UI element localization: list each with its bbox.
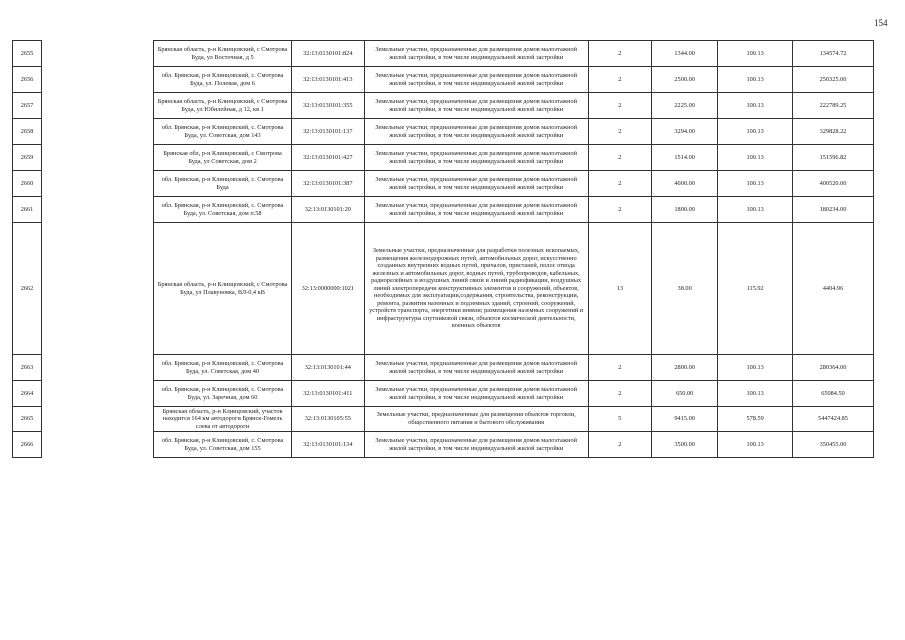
cadastral-value-cell: 134574.72 [793, 41, 874, 67]
row-number: 2663 [13, 355, 42, 381]
cadastral-number-cell: 32:13:0130101:20 [292, 197, 365, 223]
permitted-use-cell: Земельные участки, предназначенные для размещения домов малоэтажной жилой застройки, в том числе индивидуальной жилой застройки [364, 197, 588, 223]
row-number: 2657 [13, 93, 42, 119]
empty-column [42, 171, 154, 197]
category-cell: 2 [588, 145, 651, 171]
address-cell: Брянская обл, р-н Клинцовский, с Смотрова Буда, ул Советская, дом 2 [154, 145, 292, 171]
empty-column [42, 145, 154, 171]
row-number: 2658 [13, 119, 42, 145]
table-row [13, 407, 874, 432]
cadastral-number-cell: 32:13:0130101:411 [292, 381, 365, 407]
row-number: 2660 [13, 171, 42, 197]
permitted-use-cell: Земельные участки, предназначенные для размещения домов малоэтажной жилой застройки, в том числе индивидуальной жилой застройки [364, 171, 588, 197]
rate-cell: 578.59 [718, 407, 793, 432]
category-cell: 2 [588, 93, 651, 119]
area-cell: 2500.00 [651, 67, 717, 93]
address-cell: обл. Брянская, р-н Клинцовский, с. Смотрова Буда, ул. Советская, дом 143 [154, 119, 292, 145]
address-cell: обл. Брянская, р-н Клинцовский, с. Смотрова Буда [154, 171, 292, 197]
permitted-use-cell: Земельные участки, предназначенные для размещения домов малоэтажной жилой застройки, в том числе индивидуальной жилой застройки [364, 145, 588, 171]
permitted-use-cell: Земельные участки, предназначенные для размещения домов малоэтажной жилой застройки, в том числе индивидуальной жилой застройки [364, 41, 588, 67]
category-cell: 2 [588, 355, 651, 381]
row-number: 2661 [13, 197, 42, 223]
empty-column [42, 93, 154, 119]
area-cell: 3500.00 [651, 432, 717, 458]
table-row [13, 197, 874, 223]
rate-cell: 100.13 [718, 381, 793, 407]
address-cell: обл. Брянская, р-н Клинцовский, с. Смотрова Буда, ул. Советская, дом 40 [154, 355, 292, 381]
permitted-use-cell: Земельные участки, предназначенные для размещения объектов торговли, общественного питания и бытового обслуживания [364, 407, 588, 432]
empty-column [42, 197, 154, 223]
permitted-use-cell: Земельные участки, предназначенные для размещения домов малоэтажной жилой застройки, в том числе индивидуальной жилой застройки [364, 119, 588, 145]
row-number: 2656 [13, 67, 42, 93]
empty-column [42, 355, 154, 381]
table-row [13, 432, 874, 458]
permitted-use-cell: Земельные участки, предназначенные для размещения домов малоэтажной жилой застройки, в том числе индивидуальной жилой застройки [364, 355, 588, 381]
rate-cell: 100.13 [718, 197, 793, 223]
table-row [13, 41, 874, 67]
cadastral-number-cell: 32:13:0130101:134 [292, 432, 365, 458]
empty-column [42, 407, 154, 432]
rate-cell: 100.13 [718, 119, 793, 145]
area-cell: 3294.00 [651, 119, 717, 145]
cadastral-value-cell: 400520.00 [793, 171, 874, 197]
row-number: 2659 [13, 145, 42, 171]
row-number: 2666 [13, 432, 42, 458]
row-number: 2662 [13, 223, 42, 355]
cadastral-number-cell: 32:13:0130101:824 [292, 41, 365, 67]
rate-cell: 100.13 [718, 145, 793, 171]
address-cell: обл. Брянская, р-н Клинцовский, с. Смотрова Буда, ул. Полевая, дом 6 [154, 67, 292, 93]
category-cell: 2 [588, 41, 651, 67]
row-number: 2665 [13, 407, 42, 432]
cadastral-value-cell: 280364.00 [793, 355, 874, 381]
table-row [13, 171, 874, 197]
cadastral-number-cell: 32:13:0130101:137 [292, 119, 365, 145]
cadastral-value-cell: 4404.96 [793, 223, 874, 355]
cadastral-number-cell: 32:13:0000000:1021 [292, 223, 365, 355]
area-cell: 38.00 [651, 223, 717, 355]
empty-column [42, 41, 154, 67]
category-cell: 2 [588, 197, 651, 223]
row-number: 2655 [13, 41, 42, 67]
table-row [13, 93, 874, 119]
table-row [13, 67, 874, 93]
empty-column [42, 67, 154, 93]
permitted-use-cell: Земельные участки, предназначенные для размещения домов малоэтажной жилой застройки, в том числе индивидуальной жилой застройки [364, 432, 588, 458]
cadastral-value-cell: 250325.00 [793, 67, 874, 93]
area-cell: 9415.00 [651, 407, 717, 432]
area-cell: 650.00 [651, 381, 717, 407]
page-number: 154 [874, 18, 888, 28]
cadastral-value-cell: 5447424.85 [793, 407, 874, 432]
table-row [13, 119, 874, 145]
land-plot-table [12, 40, 874, 458]
category-cell: 2 [588, 67, 651, 93]
rate-cell: 100.13 [718, 355, 793, 381]
permitted-use-cell: Земельные участки, предназначенные для размещения домов малоэтажной жилой застройки, в том числе индивидуальной жилой застройки [364, 93, 588, 119]
category-cell: 2 [588, 171, 651, 197]
rate-cell: 100.13 [718, 93, 793, 119]
permitted-use-cell: Земельные участки, предназначенные для разработки полезных ископаемых, размещения железнодорожных путей, автомобильных дорог, искусственно созданных внутренних водных путей, причалов, пристаней, полос отвода железных и автомобильных дорог, водных путей, трубопроводов, кабельных, радиорелейных и воздушных линий связи и линий радиофикации, воздушных линий электропередачи конструктивных элементов и сооружений, объектов, необходимых для эксплуатации,содержания, строительства, реконструкции, ремонта, развития наземных и подземных зданий, строений, сооружений, устройств транспорта, энергетики инвязи; размещения наземных сооружений и инфраструктуры спутниковой связи, объектов космической деятельности, военных объектов [364, 223, 588, 355]
cadastral-number-cell: 32:13:0130101:413 [292, 67, 365, 93]
address-cell: Брянская область, р-н Клинцовский, с Смотрова Буда, ул Плавуновка, ВЛ-0,4 кВ [154, 223, 292, 355]
category-cell: 13 [588, 223, 651, 355]
area-cell: 4000.00 [651, 171, 717, 197]
area-cell: 1344.00 [651, 41, 717, 67]
cadastral-value-cell: 65084.50 [793, 381, 874, 407]
permitted-use-cell: Земельные участки, предназначенные для размещения домов малоэтажной жилой застройки, в том числе индивидуальной жилой застройки [364, 67, 588, 93]
area-cell: 1800.00 [651, 197, 717, 223]
address-cell: обл. Брянская, р-н Клинцовский, с. Смотрова Буда, ул. Советская, дом п.58 [154, 197, 292, 223]
cadastral-number-cell: 32:13:0130105:55 [292, 407, 365, 432]
area-cell: 2225.00 [651, 93, 717, 119]
table-body [13, 41, 874, 458]
address-cell: Брянская область, р-н Клинцовский, участок находится 164 км автодороги Брянск-Гомель слева от автодороги [154, 407, 292, 432]
table-row [13, 355, 874, 381]
row-number: 2664 [13, 381, 42, 407]
rate-cell: 100.13 [718, 41, 793, 67]
category-cell: 2 [588, 119, 651, 145]
permitted-use-cell: Земельные участки, предназначенные для размещения домов малоэтажной жилой застройки, в том числе индивидуальной жилой застройки [364, 381, 588, 407]
empty-column [42, 381, 154, 407]
cadastral-value-cell: 350455.00 [793, 432, 874, 458]
cadastral-value-cell: 180234.00 [793, 197, 874, 223]
rate-cell: 100.13 [718, 171, 793, 197]
cadastral-number-cell: 32:13:0130101:427 [292, 145, 365, 171]
empty-column [42, 223, 154, 355]
address-cell: Брянская область, р-н Клинцовский, с Смотрова Буда, ул Юбилейная, д 12, кв 1 [154, 93, 292, 119]
category-cell: 2 [588, 432, 651, 458]
area-cell: 2800.00 [651, 355, 717, 381]
rate-cell: 115.92 [718, 223, 793, 355]
category-cell: 5 [588, 407, 651, 432]
address-cell: Брянская область, р-н Клинцовский, с Смотрова Буда, ул Восточная, д 5 [154, 41, 292, 67]
empty-column [42, 119, 154, 145]
address-cell: обл. Брянская, р-н Клинцовский, с. Смотрова Буда, ул. Заречная, дом 60 [154, 381, 292, 407]
cadastral-value-cell: 329828.22 [793, 119, 874, 145]
cadastral-number-cell: 32:13:0130101:355 [292, 93, 365, 119]
cadastral-number-cell: 32:13:0130101:44 [292, 355, 365, 381]
category-cell: 2 [588, 381, 651, 407]
table-row [13, 145, 874, 171]
rate-cell: 100.13 [718, 67, 793, 93]
rate-cell: 100.13 [718, 432, 793, 458]
cadastral-value-cell: 151596.82 [793, 145, 874, 171]
area-cell: 1514.00 [651, 145, 717, 171]
cadastral-value-cell: 222789.25 [793, 93, 874, 119]
table-row [13, 381, 874, 407]
cadastral-number-cell: 32:13:0130101:387 [292, 171, 365, 197]
empty-column [42, 432, 154, 458]
table-row [13, 223, 874, 355]
address-cell: обл. Брянская, р-н Клинцовский, с. Смотрова Буда, ул. Советская, дом 155 [154, 432, 292, 458]
